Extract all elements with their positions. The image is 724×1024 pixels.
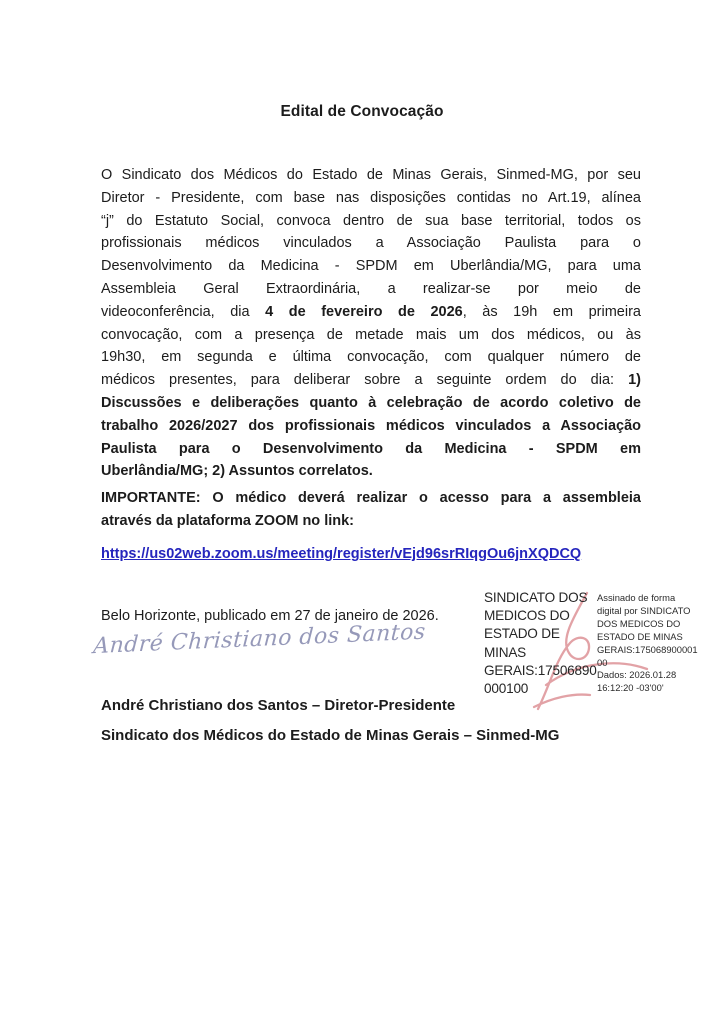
text-line (101, 438, 641, 461)
handwritten-signature: André Christiano dos Santos (92, 619, 427, 660)
text-line (101, 164, 641, 187)
text-run: Discussões e deliberações quanto à celebração de acordo coletivo de (101, 394, 641, 411)
cert-text-line: ESTADO DE (484, 626, 560, 642)
cert-text-line: MEDICOS DO (484, 608, 570, 624)
text-line (101, 278, 641, 301)
cert-text-line: GERAIS:175068900001 (597, 643, 698, 655)
text-line (101, 187, 641, 210)
text-line (101, 392, 641, 415)
text-run: Assembleia Geral Extraordinária, a realizar-se por meio de (101, 280, 641, 297)
important-notice-paragraph (101, 487, 641, 533)
cert-text-line: 16:12:20 -03'00' (597, 682, 664, 694)
text-line (101, 487, 641, 510)
text-run: videoconferência, dia (101, 303, 266, 320)
text-line (101, 415, 641, 438)
certificate-name (484, 589, 597, 698)
main-paragraph (101, 164, 641, 483)
zoom-registration-link[interactable]: https://us02web.zoom.us/meeting/register/vEjd96srRIqgOu6jnXQDCQ (101, 546, 582, 562)
text-run: IMPORTANTE: O médico deverá realizar o acesso para a assembleia (101, 490, 641, 506)
cert-text-line: ESTADO DE MINAS (597, 630, 683, 642)
cert-text-line: Assinado de forma (597, 592, 676, 603)
text-run: 4 de fevereiro de 2026 (265, 303, 463, 320)
text-run: , às 19h em primeira (462, 303, 641, 320)
page-title: Edital de Convocação (280, 103, 444, 120)
cert-text-line: DOS MEDICOS DO (597, 617, 681, 629)
text-line (101, 255, 641, 278)
text-line (101, 324, 641, 347)
cert-text-line: 000100 (484, 681, 529, 697)
cert-text-line: digital por SINDICATO (597, 604, 691, 616)
text-line (101, 301, 641, 324)
text-run: 19h30, em segunda e última convocação, com qualquer número de (101, 349, 641, 366)
cert-text-line: 00 (597, 656, 608, 668)
text-run: Uberlândia/MG; 2) Assuntos correlatos. (101, 463, 373, 480)
text-run: Desenvolvimento da Medicina - SPDM em Uberlândia/MG, para uma (101, 258, 641, 275)
signatory-name-line: André Christiano dos Santos – Diretor-Presidente (101, 697, 456, 714)
text-run: O Sindicato dos Médicos do Estado de Minas Gerais, Sinmed-MG, por seu (101, 167, 641, 183)
text-run: através da plataforma ZOOM no link: (101, 512, 354, 529)
text-line (101, 460, 641, 483)
cert-text-line: GERAIS:17506890 (484, 662, 597, 678)
text-line (101, 232, 641, 255)
text-run: 1) (628, 372, 641, 389)
cert-text-line: SINDICATO DOS (484, 590, 588, 605)
text-line (101, 210, 641, 233)
text-run: Paulista para o Desenvolvimento da Medicina - SPDM em (101, 440, 641, 457)
text-run: convocação, com a presença de metade mais um dos médicos, ou às (101, 326, 641, 343)
digital-signature-block (484, 589, 722, 715)
publication-date-line: Belo Horizonte, publicado em 27 de janeiro de 2026. (101, 608, 439, 624)
cert-text-line: MINAS (484, 644, 527, 660)
text-run: “j” do Estatuto Social, convoca dentro de sua base territorial, todos os (101, 212, 641, 229)
certificate-details (597, 589, 717, 698)
text-line (101, 369, 641, 392)
cert-text-line: Dados: 2026.01.28 (597, 669, 677, 681)
organization-line: Sindicato dos Médicos do Estado de Minas Gerais – Sinmed-MG (101, 727, 560, 744)
text-line (101, 510, 641, 533)
text-run: médicos presentes, para deliberar sobre a seguinte ordem do dia: (101, 372, 629, 389)
text-run: Diretor - Presidente, com base nas disposições contidas no Art.19, alínea (101, 189, 641, 206)
text-run: trabalho 2026/2027 dos profissionais médicos vinculados a Associação (101, 417, 641, 434)
text-line (101, 346, 641, 369)
text-run: profissionais médicos vinculados a Associação Paulista para o (101, 235, 641, 252)
